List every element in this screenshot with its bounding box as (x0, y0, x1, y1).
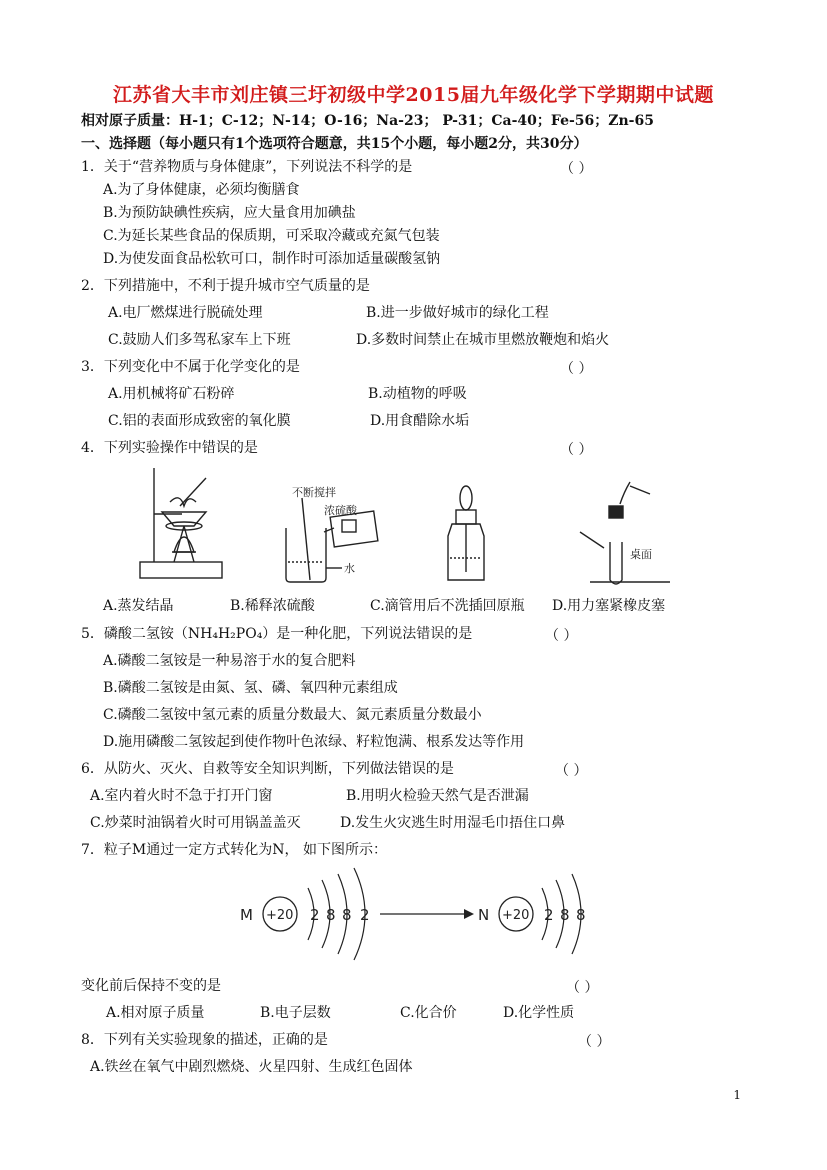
q1-option-d: D.为使发面食品松软可口，制作时可添加适量碳酸氢钠 (103, 251, 441, 267)
q4-option-c: C.滴管用后不洗插回原瓶 (370, 598, 525, 614)
n-shell-2: 8 (560, 906, 570, 924)
atomic-mass-line: 相对原子质量：H-1；C-12；N-14；O-16；Na-23； P-31；Ca-40；Fe-56；Zn-65 (81, 113, 654, 129)
n-label: N (478, 906, 490, 924)
answer-blank-6: （ ） (555, 763, 588, 779)
question-4-stem: 4．下列实验操作中错误的是 (81, 440, 258, 456)
m-shell-3: 8 (342, 906, 352, 924)
q5-option-d: D.施用磷酸二氢铵起到使作物叶色浓绿、籽粒饱满、根系发达等作用 (103, 734, 525, 750)
q3-option-b: B.动植物的呼吸 (368, 386, 467, 402)
m-shell-2: 8 (326, 906, 336, 924)
q2-option-a: A.电厂燃煤进行脱硫处理 (108, 305, 263, 321)
q6-option-c: C.炒菜时油锅着火时可用锅盖盖灭 (90, 815, 301, 831)
acid-label: 浓硫酸 (324, 504, 357, 517)
q6-option-b: B.用明火检验天然气是否泄漏 (346, 788, 529, 804)
n-shell-1: 2 (544, 906, 554, 924)
q5-option-b: B.磷酸二氢铵是由氮、氢、磷、氧四种元素组成 (103, 680, 398, 696)
water-label: 水 (344, 562, 355, 575)
answer-blank-5: （ ） (545, 628, 578, 644)
question-6-stem: 6．从防火、灭火、自救等安全知识判断，下列做法错误的是 (81, 761, 454, 777)
q5-option-a: A.磷酸二氢铵是一种易溶于水的复合肥料 (103, 653, 356, 669)
page-number: 1 (733, 1088, 741, 1102)
answer-blank-1: （ ） (560, 161, 593, 177)
q7-option-d: D.化学性质 (503, 1005, 575, 1021)
n-shell-3: 8 (576, 906, 586, 924)
question-5-stem: 5．磷酸二氢铵（NH₄H₂PO₄）是一种化肥，下列说法错误的是 (81, 626, 473, 642)
m-shell-4: 2 (360, 906, 370, 924)
q2-option-c: C.鼓励人们多驾私家车上下班 (108, 332, 291, 348)
q4-option-a: A.蒸发结晶 (103, 598, 174, 614)
q2-option-b: B.进一步做好城市的绿化工程 (366, 305, 549, 321)
answer-blank-3: （ ） (560, 361, 593, 377)
q4-option-b: B.稀释浓硫酸 (230, 598, 315, 614)
answer-blank-4: （ ） (560, 442, 593, 458)
question-2-stem: 2．下列措施中，不利于提升城市空气质量的是 (81, 278, 370, 294)
evaporation-apparatus-icon (140, 468, 222, 578)
question-7-stem: 7．粒子M通过一定方式转化为N， 如下图所示： (81, 842, 387, 858)
q1-option-c: C.为延长某些食品的保质期，可采取冷藏或充氮气包装 (103, 228, 440, 244)
question-3-stem: 3．下列变化中不属于化学变化的是 (81, 359, 300, 375)
ion-structure-diagram (230, 862, 600, 962)
q3-option-a: A.用机械将矿石粉碎 (108, 386, 235, 402)
n-nucleus-charge: +20 (502, 908, 530, 923)
q8-option-a: A.铁丝在氧气中剧烈燃烧、火星四射、生成红色固体 (90, 1059, 413, 1075)
q7-option-c: C.化合价 (400, 1005, 457, 1021)
m-label: M (240, 906, 253, 924)
m-nucleus-charge: +20 (266, 908, 294, 923)
test-tube-stopper-icon (580, 482, 670, 584)
q1-option-a: A.为了身体健康，必须均衡膳食 (103, 182, 300, 198)
answer-blank-8: （ ） (578, 1034, 611, 1050)
m-shell-1: 2 (310, 906, 320, 924)
question-1-stem: 1．关于“营养物质与身体健康”，下列说法不科学的是 (81, 159, 413, 175)
section-heading: 一、选择题（每小题只有1个选项符合题意，共15个小题，每小题2分，共30分） (81, 136, 588, 152)
table-label: 桌面 (630, 548, 652, 561)
q5-option-c: C.磷酸二氢铵中氢元素的质量分数最大、氮元素质量分数最小 (103, 707, 482, 723)
q2-option-d: D.多数时间禁止在城市里燃放鞭炮和焰火 (356, 332, 610, 348)
q6-option-d: D.发生火灾逃生时用湿毛巾捂住口鼻 (340, 815, 566, 831)
question-8-stem: 8．下列有关实验现象的描述，正确的是 (81, 1032, 328, 1048)
dropper-bottle-icon (448, 486, 484, 580)
q6-option-a: A.室内着火时不急于打开门窗 (90, 788, 273, 804)
lab-operations-figure (110, 462, 700, 594)
q3-option-c: C.铝的表面形成致密的氧化膜 (108, 413, 291, 429)
question-7-after: 变化前后保持不变的是 (81, 978, 221, 994)
page-title: 江苏省大丰市刘庄镇三圩初级中学2015届九年级化学下学期期中试题 (113, 84, 714, 106)
q7-option-b: B.电子层数 (260, 1005, 331, 1021)
stir-label: 不断搅拌 (292, 486, 336, 499)
q4-option-d: D.用力塞紧橡皮塞 (552, 598, 666, 614)
q3-option-d: D.用食醋除水垢 (370, 413, 470, 429)
q7-option-a: A.相对原子质量 (106, 1005, 205, 1021)
answer-blank-7: （ ） (566, 980, 599, 996)
q1-option-b: B.为预防缺碘性疾病，应大量食用加碘盐 (103, 205, 356, 221)
